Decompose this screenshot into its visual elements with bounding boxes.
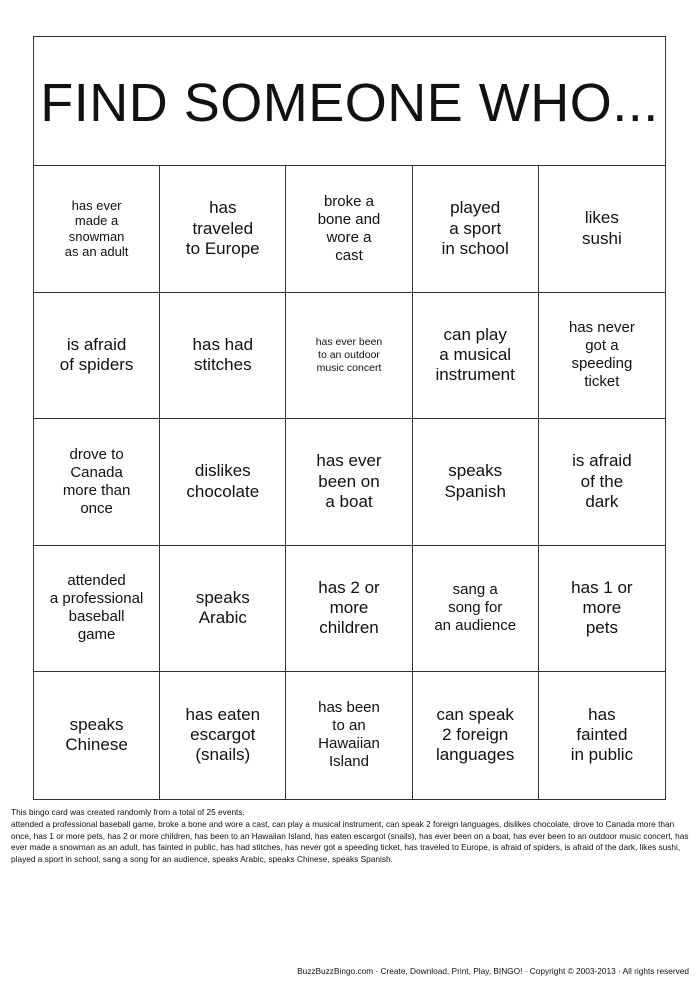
card-title: FIND SOMEONE WHO... bbox=[40, 73, 659, 133]
bingo-cell: has ever made a snowman as an adult bbox=[34, 166, 160, 293]
bingo-cell: is afraid of spiders bbox=[34, 293, 160, 420]
bingo-cell: has 1 or more pets bbox=[539, 546, 665, 673]
bingo-cell: has ever been on a boat bbox=[286, 419, 412, 546]
bingo-cell: has ever been to an outdoor music concert bbox=[286, 293, 412, 420]
bingo-cell: has 2 or more children bbox=[286, 546, 412, 673]
bingo-cell: speaks Arabic bbox=[160, 546, 286, 673]
bingo-cell: has fainted in public bbox=[570, 704, 634, 765]
bingo-cell: can play a musical instrument bbox=[413, 293, 539, 420]
bingo-cell: sang a song for an audience bbox=[413, 546, 539, 673]
bingo-cell: speaks Chinese bbox=[34, 672, 160, 799]
bingo-cell: broke a bone and wore a cast bbox=[286, 166, 412, 293]
bingo-cell: has been to an Hawaiian Island bbox=[286, 672, 412, 799]
bingo-cell: has had stitches bbox=[160, 293, 286, 420]
card-info bbox=[11, 807, 691, 866]
bingo-cell: has never got a speeding ticket bbox=[539, 293, 665, 420]
bingo-cell: speaks Spanish bbox=[413, 419, 539, 546]
bingo-grid bbox=[34, 166, 665, 799]
bingo-cell: likes sushi bbox=[539, 166, 665, 293]
bingo-cell: drove to Canada more than once bbox=[34, 419, 160, 546]
bingo-cell: can speak 2 foreign languages bbox=[413, 672, 539, 799]
info-intro: This bingo card was created randomly from a total of 25 events. bbox=[11, 807, 245, 817]
bingo-cell: attended a professional baseball game bbox=[34, 546, 160, 673]
footer-text: BuzzBuzzBingo.com · Create, Download, Print, Play, BINGO! · Copyright © 2003-2013 · All rights reserved bbox=[297, 966, 689, 976]
bingo-card bbox=[33, 36, 666, 800]
bingo-cell: played a sport in school bbox=[413, 166, 539, 293]
bingo-cell: has traveled to Europe bbox=[160, 166, 286, 293]
bingo-cell: is afraid of the dark bbox=[539, 419, 665, 546]
title-box bbox=[34, 37, 665, 166]
bingo-cell: dislikes chocolate bbox=[160, 419, 286, 546]
info-events: attended a professional baseball game, broke a bone and wore a cast, can play a musical instrument, can speak 2 foreign languages, dislikes chocolate, drove to Canada more than once, has 1 or more pets, has 2 or more children, has been to an Hawaiian Island, has eaten escargot (snails), has ever been on a boat, has ever been to an outdoor music concert, has ever made a snowman as an adult, has fainted in public, has had stitches, has never got a speeding ticket, has traveled to Europe, is afraid of spiders, is afraid of the dark, likes sushi, played a sport in school, sang a song for an audience, speaks Arabic, speaks Chinese, speaks Spanish. bbox=[11, 818, 689, 865]
bingo-cell: has eaten escargot (snails) bbox=[160, 672, 286, 799]
